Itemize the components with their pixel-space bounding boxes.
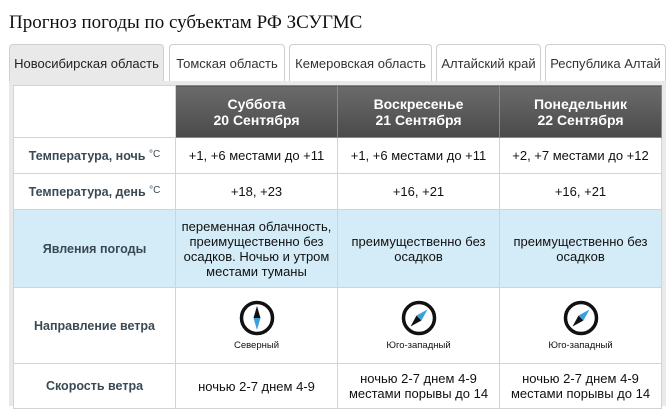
cell-temp-day: +18, +23: [176, 174, 338, 210]
cell-phenomena: переменная облачность, преимущественно без осадков. Ночью и утром местами туманы: [176, 210, 338, 288]
cell-temp-day: +16, +21: [500, 174, 662, 210]
day-header: [500, 86, 662, 138]
day-weekday: Воскресенье: [373, 95, 464, 112]
table-row: [14, 174, 662, 210]
row-label-phenomena: Явления погоды: [14, 210, 176, 288]
day-date: 21 Сентября: [375, 111, 462, 128]
tab-altai-republic[interactable]: Республика Алтай: [545, 44, 666, 82]
cell-wind-speed: ночью 2-7 днем 4-9: [176, 364, 338, 409]
cell-phenomena: преимущественно без осадков: [338, 210, 500, 288]
day-weekday: Понедельник: [533, 95, 628, 112]
day-header: [338, 86, 500, 138]
day-weekday: Суббота: [227, 95, 286, 112]
compass-north-icon: [239, 300, 275, 336]
forecast-table: [13, 85, 662, 409]
row-label-wind-speed: Скорость ветра: [14, 364, 176, 409]
cell-temp-night: +1, +6 местами до +11: [176, 138, 338, 174]
wind-direction-label: Юго-западный: [386, 340, 451, 351]
row-label-wind-direction: Направление ветра: [14, 288, 176, 364]
forecast-panel: [9, 81, 666, 406]
tab-kemerovo[interactable]: Кемеровская область: [289, 44, 432, 82]
cell-wind-direction: [176, 288, 338, 364]
cell-temp-night: +1, +6 местами до +11: [338, 138, 500, 174]
table-corner: [14, 86, 176, 138]
page-title: Прогноз погоды по субъектам РФ ЗСУГМС: [9, 12, 363, 33]
unit-celsius: °С: [148, 148, 161, 160]
compass-southwest-icon: [401, 300, 437, 336]
cell-phenomena: преимущественно без осадков: [500, 210, 662, 288]
tab-altai-krai[interactable]: Алтайский край: [436, 44, 541, 82]
table-row: [14, 138, 662, 174]
wind-direction-label: Юго-западный: [548, 340, 613, 351]
wind-direction-label: Северный: [233, 340, 280, 351]
table-row: [14, 210, 662, 288]
cell-wind-speed: ночью 2-7 днем 4-9 местами порывы до 14: [500, 364, 662, 409]
table-row: [14, 364, 662, 409]
day-header: [176, 86, 338, 138]
compass-southwest-icon: [563, 300, 599, 336]
day-date: 22 Сентября: [537, 111, 624, 128]
cell-wind-speed: ночью 2-7 днем 4-9 местами порывы до 14: [338, 364, 500, 409]
day-date: 20 Сентября: [213, 111, 300, 128]
row-label-temp-night: Температура, ночь $^{^\circ С}$: [14, 138, 176, 174]
tab-novosibirsk[interactable]: Новосибирская область: [9, 44, 164, 82]
cell-wind-direction: [500, 288, 662, 364]
row-label-temp-day: Температура, день $^{^\circ С}$: [14, 174, 176, 210]
cell-wind-direction: [338, 288, 500, 364]
cell-temp-day: +16, +21: [338, 174, 500, 210]
cell-temp-night: +2, +7 местами до +12: [500, 138, 662, 174]
table-row: [14, 288, 662, 364]
tab-tomsk[interactable]: Томская область: [169, 44, 285, 82]
region-tabs: [9, 44, 666, 82]
unit-celsius: °С: [149, 184, 161, 196]
